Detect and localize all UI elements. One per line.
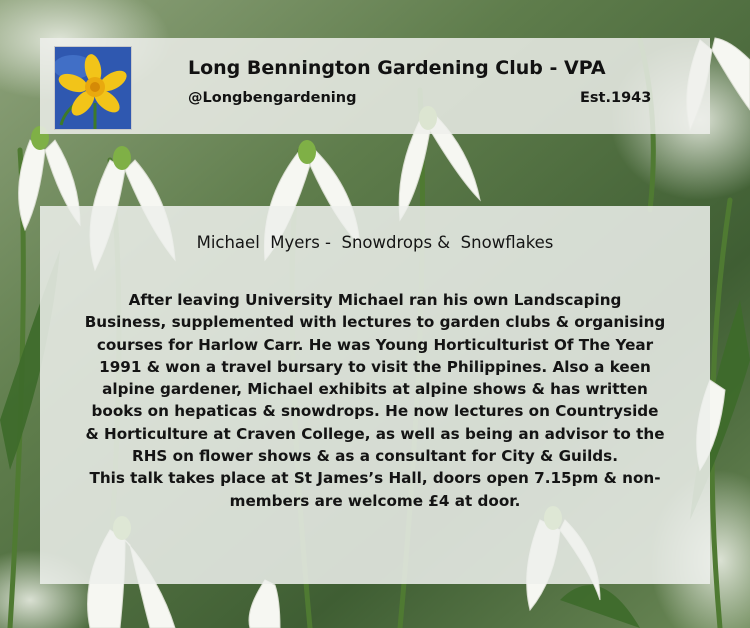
description-line: 1991 & won a travel bursary to visit the Philippines. Also a keen (99, 357, 651, 376)
social-handle: @Longbengardening (188, 90, 357, 106)
talk-description (52, 289, 698, 512)
description-line: & Horticulture at Craven College, as well as being an advisor to the (85, 424, 665, 443)
daffodil-logo-icon (54, 46, 132, 130)
established-year: Est.1943 (580, 90, 652, 106)
description-line: This talk takes place at St James’s Hall, doors open 7.15pm & non- (89, 469, 661, 488)
description-line: RHS on flower shows & as a consultant for City & Guilds. (132, 447, 618, 466)
description-line: alpine gardener, Michael exhibits at alpine shows & has written (102, 380, 648, 399)
description-line: After leaving University Michael ran his own Landscaping (128, 291, 622, 309)
club-name: Long Bennington Gardening Club - VPA (188, 57, 606, 79)
talk-panel (40, 206, 710, 584)
description-line: Business, supplemented with lectures to garden clubs & organising (84, 313, 666, 332)
talk-title: Michael Myers - Snowdrops & Snowflakes (196, 233, 554, 252)
description-line: books on hepaticas & snowdrops. He now lectures on Countryside (91, 402, 659, 421)
description-line: members are welcome £4 at door. (229, 491, 521, 510)
description-line: courses for Harlow Carr. He was Young Horticulturist Of The Year (96, 335, 654, 354)
header-panel (40, 38, 710, 134)
